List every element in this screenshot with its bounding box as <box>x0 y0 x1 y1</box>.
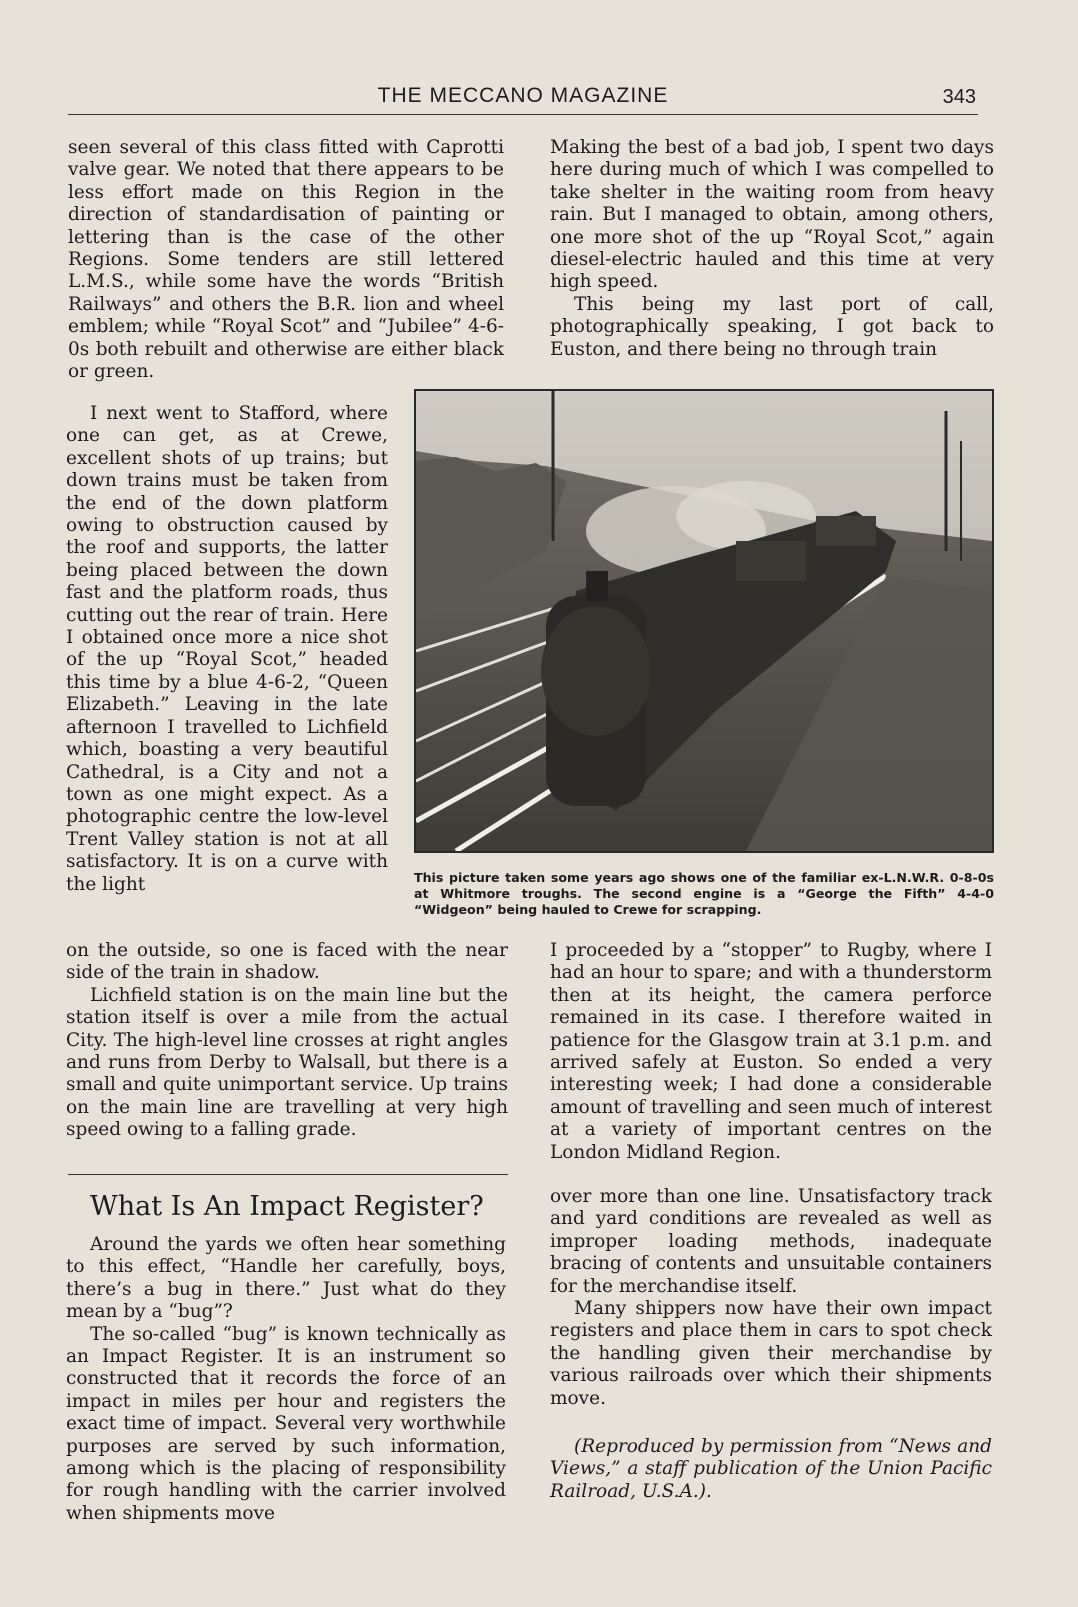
impact-register-paragraph: Around the yards we often hear something to this effect, “Handle her carefully, boys, there’s a bug in there.” Just what do they mean by a “bug”? <box>66 1234 506 1323</box>
article-column-left-top <box>68 137 504 383</box>
page-number: 343 <box>942 86 976 108</box>
article-paragraph: Making the best of a bad job, I spent two days here during much of which I was compelled to take shelter in the waiting room from heavy rain. But I managed to obtain, among others, one more shot of the up “Royal Scot,” again diesel-electric hauled and this time at very high speed. <box>550 137 994 293</box>
article-paragraph: I proceeded by a “stopper” to Rugby, where I had an hour to spare; and with a thunderstorm then at its height, the camera perforce remained in its case. I therefore waited in patience for the Glasgow train at 3.1 p.m. and arrived safely at Euston. So ended a very interesting week; I had done a considerable amount of travelling and seen much of interest at a variety of important centres on the London Midland Region. <box>550 940 992 1163</box>
article-paragraph: on the outside, so one is faced with the near side of the train in shadow. <box>66 940 508 984</box>
section-heading: What Is An Impact Register? <box>90 1191 484 1222</box>
article-column-left-continued <box>66 940 508 1142</box>
impact-register-column-left <box>66 1234 506 1525</box>
article-column-right-top <box>550 137 994 361</box>
article-paragraph: Lichfield station is on the main line but the station itself is over a mile from the actual City. The high-level line crosses at right angles and runs from Derby to Walsall, but there is a small and quite unimportant service. Up trains on the main line are travelling at very high speed owing to a falling grade. <box>66 984 508 1141</box>
impact-register-paragraph: The so-called “bug” is known technically as an Impact Register. It is an instrument so constructed that it records the force of an impact in miles per hour and registers the exact time of impact. Several very worthwhile purposes are served by such information, among which is the placing of responsibility for rough handling with the carrier involved when shipments move <box>66 1323 506 1524</box>
impact-register-column-right <box>550 1186 992 1503</box>
article-paragraph: This being my last port of call, photographically speaking, I got back to Euston, and there being no through train <box>550 293 994 360</box>
impact-register-paragraph: over more than one line. Unsatisfactory track and yard conditions are revealed as well as improper loading methods, inadequate bracing of contents and unsuitable containers for the merchandise itself. <box>550 1186 992 1297</box>
article-paragraph: seen several of this class fitted with Caprotti valve gear. We noted that there appears to be less effort made on this Region in the direction of standardisation of painting or lettering than is the case of the other Regions. Some tenders are still lettered L.M.S., while some have the words “British Railways” and others the B.R. lion and wheel emblem; while “Royal Scot” and “Jubilee” 4-6-0s both rebuilt and otherwise are either black or green. <box>68 137 504 383</box>
locomotive-photo <box>414 389 994 853</box>
article-column-beside-photo <box>66 403 388 896</box>
running-head <box>68 80 978 115</box>
impact-register-paragraph: Many shippers now have their own impact registers and place them in cars to spot check the handling given their merchandise by various railroads over which their shipments move. <box>550 1298 992 1409</box>
reproduction-credit: (Reproduced by permission from “News and Views,” a staff publication of the Union Pacific Railroad, U.S.A.). <box>550 1436 992 1502</box>
article-column-right-continued <box>550 940 992 1164</box>
locomotive-photo-image <box>416 391 992 851</box>
photo-caption: This picture taken some years ago shows one of the familiar ex-L.N.W.R. 0-8-0s at Whitmore troughs. The second engine is a “George the Fifth” 4-4-0 “Widgeon” being hauled to Crewe for scrapping. <box>414 870 994 917</box>
article-paragraph: I next went to Stafford, where one can get, as at Crewe, excellent shots of up trains; but down trains must be taken from the end of the down platform owing to obstruction caused by the roof and supports, the latter being placed between the down fast and the platform roads, thus cutting out the rear of train. Here I obtained once more a nice shot of the up “Royal Scot,” headed this time by a blue 4-6-2, “Queen Elizabeth.” Leaving in the late afternoon I travelled to Lichfield which, boasting a very beautiful Cathedral, is a City and not a town as one might expect. As a photographic centre the low-level Trent Valley station is not at all satisfactory. It is on a curve with the light <box>66 403 388 895</box>
magazine-title: THE MECCANO MAGAZINE <box>377 84 669 107</box>
section-divider <box>68 1174 508 1175</box>
